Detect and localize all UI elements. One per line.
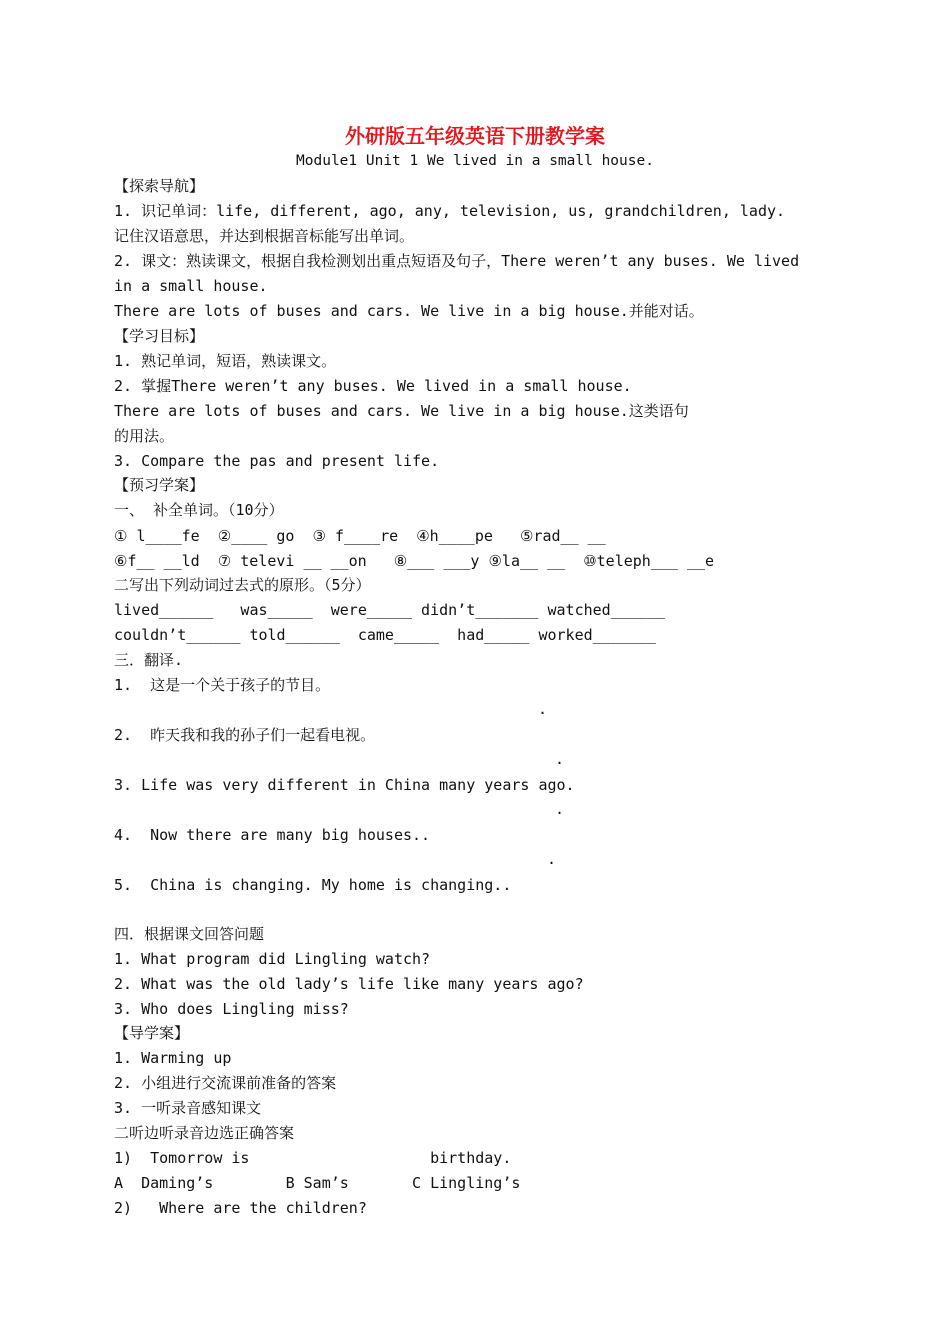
- text-line: 2. 掌握There weren’t any buses. We lived in a small house.: [114, 377, 632, 395]
- translation-item: 3. Life was very different in China many years ago.: [114, 776, 575, 794]
- text-line: There are lots of buses and cars. We live in a big house.并能对话。: [114, 302, 704, 320]
- answer-line-end: .: [555, 800, 565, 818]
- text-line: 2. 小组进行交流课前准备的答案: [114, 1074, 337, 1092]
- text-line: 1. 熟记单词，短语，熟读课文。: [114, 352, 337, 370]
- question-item: 1. What program did Lingling watch?: [114, 950, 431, 968]
- section-heading-goals: 【学习目标】: [114, 327, 205, 345]
- question-item: 2. What was the old lady’s life like many years ago?: [114, 975, 584, 993]
- question-item: 1) Tomorrow is birthday.: [114, 1149, 512, 1167]
- text-line: There are lots of buses and cars. We live in a big house.这类语句: [114, 402, 689, 420]
- exercise-heading: 二写出下列动词过去式的原形。（5分）: [114, 576, 371, 594]
- answer-line-end: .: [555, 750, 565, 768]
- verb-fill-row: couldn’t______ told______ came_____ had_____ worked_______: [114, 626, 656, 644]
- translation-item: 4. Now there are many big houses..: [114, 826, 431, 844]
- translation-item: 1. 这是一个关于孩子的节目。: [114, 676, 331, 694]
- document-title: 外研版五年级英语下册教学案: [345, 124, 605, 148]
- section-heading-guide: 【导学案】: [114, 1024, 190, 1042]
- exercise-heading: 一、 补全单词。（10分）: [114, 501, 284, 519]
- text-line: 3. 一听录音感知课文: [114, 1099, 262, 1117]
- answer-line-end: .: [547, 850, 557, 868]
- text-line: 1. 识记单词：life, different, ago, any, television, us, grandchildren, lady.: [114, 202, 786, 220]
- text-line: 3. Compare the pas and present life.: [114, 452, 440, 470]
- answer-options: A Daming’s B Sam’s C Lingling’s: [114, 1174, 521, 1192]
- document-subtitle: Module1 Unit 1 We lived in a small house.: [296, 153, 654, 169]
- verb-fill-row: lived______ was_____ were_____ didn’t_______ watched______: [114, 601, 665, 619]
- section-heading-explore: 【探索导航】: [114, 177, 205, 195]
- exercise-heading: 三．翻译.: [114, 651, 184, 669]
- text-line: 的用法。: [114, 427, 175, 445]
- answer-line-end: .: [538, 700, 548, 718]
- text-line: 记住汉语意思，并达到根据音标能写出单词。: [114, 227, 415, 245]
- question-item: 3. Who does Lingling miss?: [114, 1000, 349, 1018]
- text-line: 2. 课文：熟读课文，根据自我检测划出重点短语及句子，There weren’t any buses. We lived: [114, 252, 800, 270]
- question-item: 2) Where are the children?: [114, 1199, 367, 1217]
- word-fill-row: ⑥f__ __ld ⑦ televi __ __on ⑧___ ___y ⑨la__ __ ⑩teleph___ __e: [114, 552, 715, 570]
- exercise-heading: 四．根据课文回答问题: [114, 925, 265, 943]
- translation-item: 2. 昨天我和我的孙子们一起看电视。: [114, 726, 376, 744]
- exercise-heading: 二听边听录音边选正确答案: [114, 1124, 295, 1142]
- section-heading-preview: 【预习学案】: [114, 476, 205, 494]
- text-line: in a small house.: [114, 277, 268, 295]
- word-fill-row: ① l____fe ②____ go ③ f____re ④h____pe ⑤rad__ __: [114, 527, 606, 545]
- translation-item: 5. China is changing. My home is changing..: [114, 876, 512, 894]
- text-line: 1. Warming up: [114, 1049, 232, 1067]
